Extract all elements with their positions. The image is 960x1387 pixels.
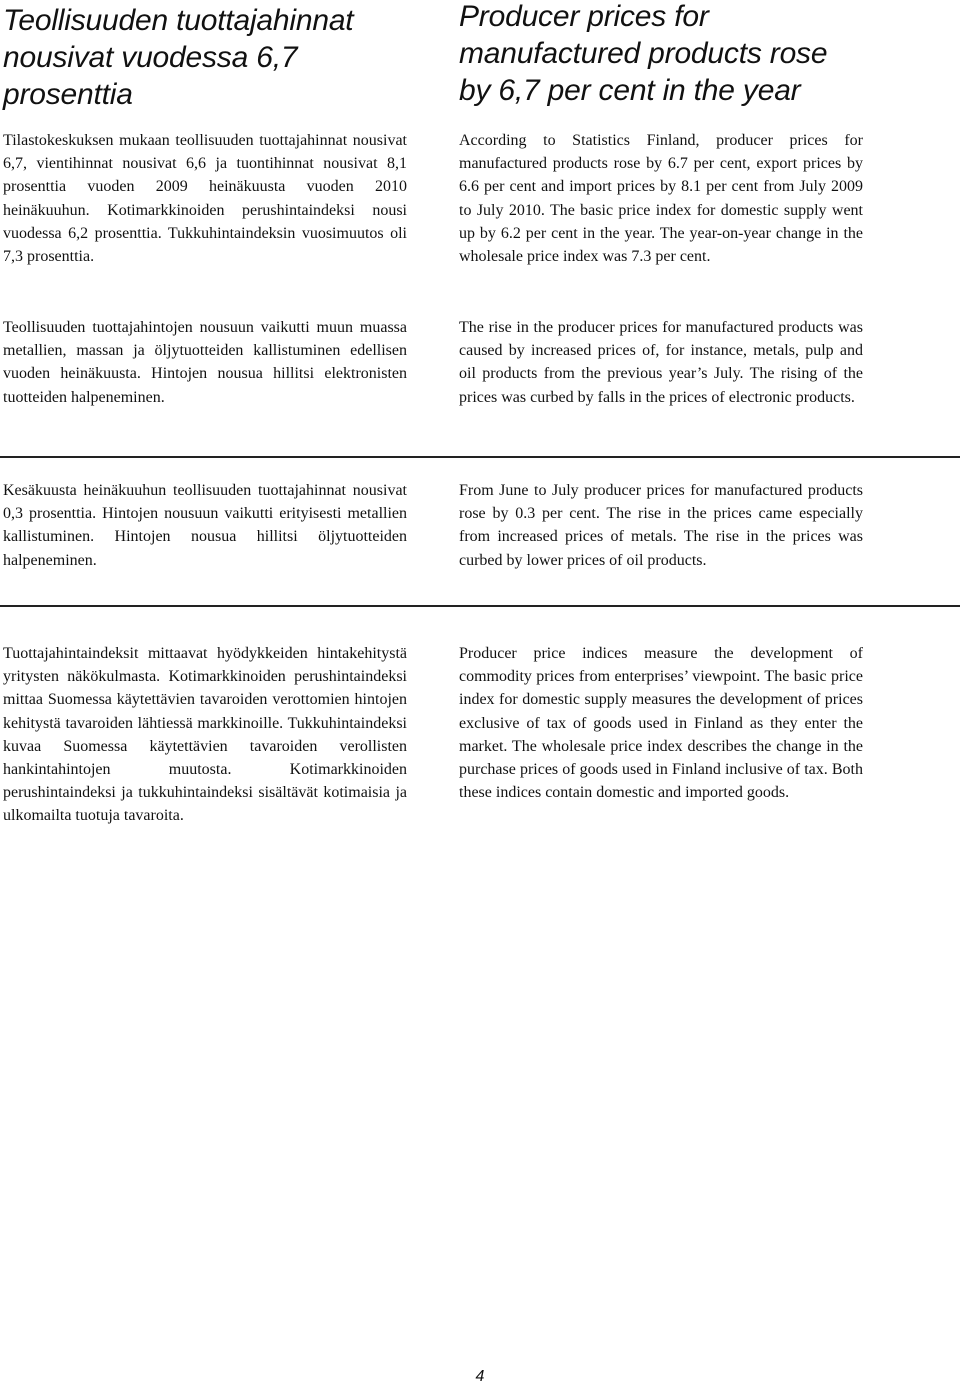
section-divider-1	[0, 456, 960, 458]
english-paragraph-2: The rise in the producer prices for manufactured products was caused by increased prices of, for instance, metals, pulp and oil products from the previous year’s July. The rising of the prices was curbed by falls in the prices of electronic products.	[459, 319, 863, 406]
finnish-paragraph-2: Teollisuuden tuottajahintojen nousuun vaikutti muun muassa metallien, massan ja öljytuotteiden kallistuminen edellisen vuoden heinäkuusta. Hintojen nousua hillitsi elektronisten tuotteiden halpeneminen.	[3, 319, 407, 406]
finnish-paragraph-1: Tilastokeskuksen mukaan teollisuuden tuottajahinnat nousivat 6,7, vientihinnat nousivat 6,6 ja tuontihinnat nousivat 8,1 prosenttia vuoden 2009 heinäkuusta vuoden 2010 heinäkuuhun. Kotimarkkinoiden perushintaindeksi nousi vuodessa 6,2 prosenttia. Tukkuhintaindeksin vuosimuutos oli 7,3 prosenttia.	[3, 132, 407, 266]
english-paragraph-1: According to Statistics Finland, producer prices for manufactured products rose by 6.7 per cent, export prices by 6.6 per cent and import prices by 8.1 per cent from July 2009 to July 2010. The basic price index for domestic supply went up by 6.2 per cent in the year. The year-on-year change in the wholesale price index was 7.3 per cent.	[459, 132, 863, 266]
section-divider-2	[0, 605, 960, 607]
page-number: 4	[475, 1368, 485, 1385]
finnish-title: Teollisuuden tuottajahinnat nousivat vuodessa 6,7 prosenttia	[3, 4, 354, 111]
english-paragraph-3: From June to July producer prices for manufactured products rose by 0.3 per cent. The rise in the prices came especially from increased prices of metals. The rise in the prices was curbed by lower prices of oil products.	[459, 482, 863, 569]
english-title: Producer prices for manufactured products rose by 6,7 per cent in the year	[459, 0, 828, 107]
finnish-paragraph-4: Tuottajahintaindeksit mittaavat hyödykkeiden hintakehitystä yritysten näkökulmasta. Kotimarkkinoiden perushintaindeksi mittaa Suomessa käytettävien tavaroiden verottomien hintojen kehitystä tavaroiden lähtiessä markkinoille. Tukkuhintaindeksi kuvaa Suomessa käytettävien tavaroiden verollisten hankintahintojen muutosta. Kotimarkkinoiden perushintaindeksi ja tukkuhintaindeksi sisältävät kotimaisia ja ulkomailta tuotuja tavaroita.	[3, 645, 407, 825]
finnish-paragraph-3: Kesäkuusta heinäkuuhun teollisuuden tuottajahinnat nousivat 0,3 prosenttia. Hintojen nousuun vaikutti erityisesti metallien kallistuminen. Hintojen nousua hillitsi öljytuotteiden halpeneminen.	[3, 482, 407, 569]
english-paragraph-4: Producer price indices measure the development of commodity prices from enterprises’ viewpoint. The basic price index for domestic supply measures the development of prices exclusive of tax of goods used in Finland as they enter the market. The wholesale price index describes the change in the purchase prices of goods used in Finland inclusive of tax. Both these indices contain domestic and imported goods.	[459, 645, 863, 802]
